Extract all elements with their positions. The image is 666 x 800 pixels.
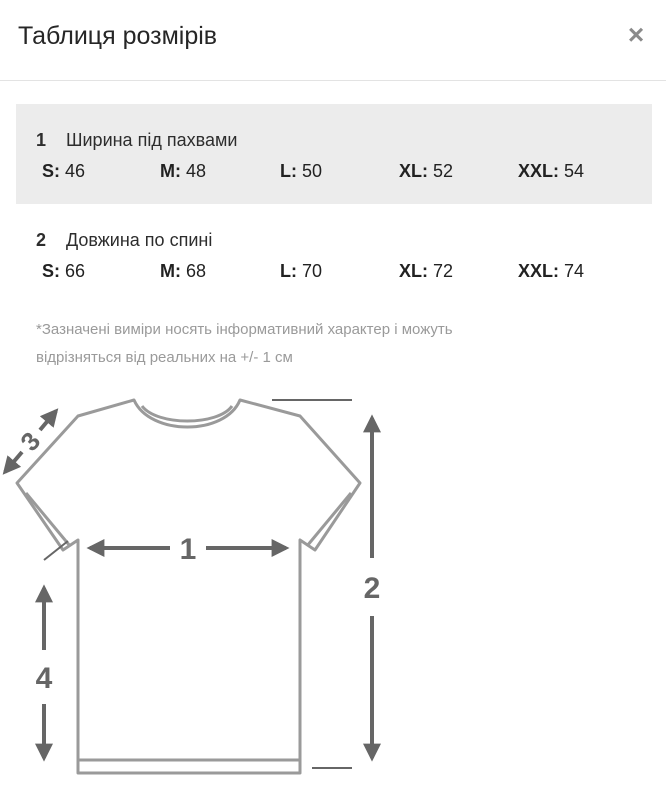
size-values xyxy=(36,161,652,185)
measurement-row-length xyxy=(16,204,652,300)
label-1: 1 xyxy=(179,533,197,566)
close-icon[interactable]: × xyxy=(627,19,645,50)
measurement-number: 2 xyxy=(36,230,47,250)
size-xl: XL: 72 xyxy=(399,261,454,281)
tshirt-outline xyxy=(17,400,360,773)
modal-header xyxy=(0,0,666,81)
measure-line-2 xyxy=(272,400,372,768)
modal-title: Таблиця розмірів xyxy=(18,22,218,50)
disclaimer-line: відрізняться від реальних на +/- 1 см xyxy=(36,349,293,366)
label-4: 4 xyxy=(35,662,53,695)
size-l: L: 50 xyxy=(280,161,323,181)
size-s: S: 46 xyxy=(42,161,86,181)
measure-line-4 xyxy=(44,541,68,758)
tshirt-diagram xyxy=(0,388,420,788)
measurement-number: 1 xyxy=(36,130,47,150)
label-2: 2 xyxy=(363,572,381,605)
size-s: S: 66 xyxy=(42,261,86,281)
label-3: 3 xyxy=(14,425,47,457)
measurement-label: Довжина по спині xyxy=(66,230,213,250)
size-l: L: 70 xyxy=(280,261,323,281)
size-xxl: XXL: 54 xyxy=(518,161,585,181)
size-xl: XL: 52 xyxy=(399,161,454,181)
measurement-heading xyxy=(36,130,652,151)
measurement-heading xyxy=(36,230,652,251)
measurement-row-chest xyxy=(16,104,652,204)
size-m: M: 68 xyxy=(160,261,207,281)
size-values xyxy=(36,261,652,285)
disclaimer-line: *Зазначені виміри носять інформативний характер і можуть xyxy=(36,321,453,338)
size-xxl: XXL: 74 xyxy=(518,261,585,281)
disclaimer-note xyxy=(36,316,596,372)
size-m: M: 48 xyxy=(160,161,207,181)
measurement-label: Ширина під пахвами xyxy=(66,130,238,150)
